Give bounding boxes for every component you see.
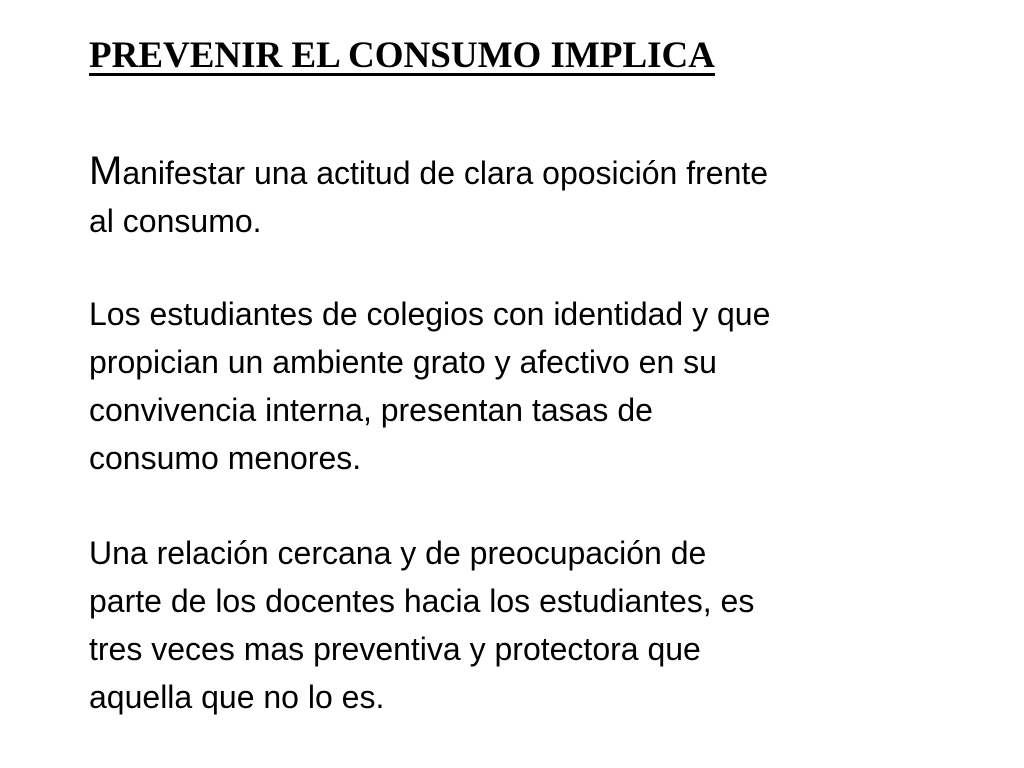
paragraph-estudiantes xyxy=(89,290,969,482)
paragraph-line: al consumo. xyxy=(89,203,262,239)
paragraph-line-text: anifestar una actitud de clara oposición frente xyxy=(122,155,769,191)
paragraph-line: convivencia interna, presentan tasas de xyxy=(89,392,653,428)
paragraph-line: propician un ambiente grato y afectivo en su xyxy=(89,344,717,380)
paragraph-line: Los estudiantes de colegios con identidad y que xyxy=(89,296,771,332)
paragraph-line: aquella que no lo es. xyxy=(89,679,385,715)
paragraph-docentes xyxy=(89,529,969,721)
slide-title: PREVENIR EL CONSUMO IMPLICA xyxy=(89,35,715,76)
paragraph-initial-letter: M xyxy=(89,149,123,193)
paragraph-line: tres veces mas preventiva y protectora que xyxy=(89,631,701,667)
paragraph-oposicion xyxy=(89,147,969,245)
paragraph-line xyxy=(89,147,969,197)
paragraph-line: Una relación cercana y de preocupación de xyxy=(89,535,707,571)
paragraph-line: consumo menores. xyxy=(89,440,362,476)
paragraph-line: parte de los docentes hacia los estudiantes, es xyxy=(89,583,755,619)
